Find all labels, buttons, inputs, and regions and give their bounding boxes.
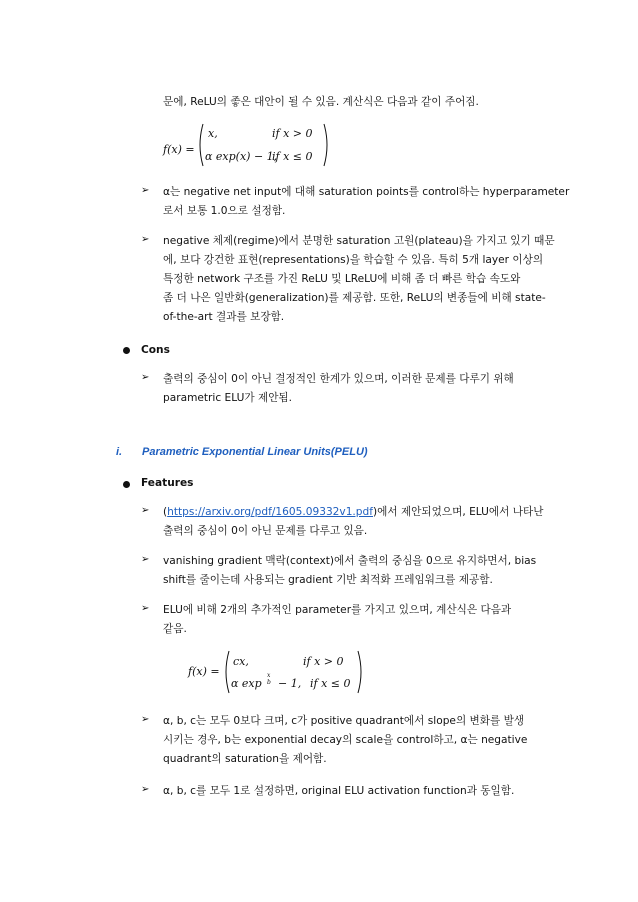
cons-title: Cons <box>141 344 170 356</box>
arrow-bullet-icon: ➢ <box>141 505 150 516</box>
elu-case2-cond: if x ≤ 0 <box>272 150 313 163</box>
round-bullet-icon <box>123 481 130 488</box>
elu-case2-expr: α exp(x) − 1, <box>205 150 278 163</box>
pelu-case2-cond: if x ≤ 0 <box>310 677 351 690</box>
elu-formula-lhs: f(x) = <box>163 143 195 156</box>
pelu-bullet-1-line-1: α, b, c는 모두 0보다 크며, c가 positive quadrant에서 slope의 변화를 발생 <box>163 715 525 727</box>
pelu-exp-num: x <box>267 672 271 679</box>
pelu-case1-expr: cx, <box>233 655 249 668</box>
arxiv-link[interactable]: https://arxiv.org/pdf/1605.09332v1.pdf <box>167 506 373 518</box>
intro-line: 문에, ReLU의 좋은 대안이 될 수 있음. 계산식은 다음과 같이 주어짐. <box>163 96 479 108</box>
elu-bullet-2-line-1: negative 체제(regime)에서 분명한 saturation 고원(plateau)을 가지고 있기 때문 <box>163 235 555 247</box>
pelu-bullet-1-line-2: 시키는 경우, b는 exponential decay의 scale을 control하고, α는 negative <box>163 734 528 746</box>
arrow-bullet-icon: ➢ <box>141 603 150 614</box>
pelu-case2-expr-b: − 1, <box>278 677 302 690</box>
arrow-bullet-icon: ➢ <box>141 372 150 383</box>
elu-bullet-2-line-5: of-the-art 결과를 보장함. <box>163 311 285 323</box>
arrow-bullet-icon: ➢ <box>141 554 150 565</box>
elu-bullet-1-line-2: 로서 보통 1.0으로 설정함. <box>163 205 286 217</box>
elu-case1-expr: x, <box>208 127 218 140</box>
elu-bullet-2-line-2: 에, 보다 강건한 표현(representations)을 학습할 수 있음. 특히 5개 layer 이상의 <box>163 254 544 266</box>
pelu-formula-lhs: f(x) = <box>188 665 220 678</box>
features-bullet-1-rest: )에서 제안되었으며, ELU에서 나타난 <box>372 506 544 518</box>
elu-case1-cond: if x > 0 <box>272 127 313 140</box>
pelu-bullet-1-line-3: quadrant의 saturation을 제어함. <box>163 753 327 765</box>
cons-bullet-line-2: parametric ELU가 제안됨. <box>163 392 293 404</box>
arrow-bullet-icon: ➢ <box>141 185 150 196</box>
pelu-exp-den: b <box>267 679 271 686</box>
cons-bullet-line-1: 출력의 중심이 0이 아닌 결정적인 한계가 있으며, 이러한 문제를 다루기 위해 <box>163 373 514 385</box>
arrow-bullet-icon: ➢ <box>141 234 150 245</box>
round-bullet-icon <box>123 347 130 354</box>
section-number: i. <box>116 446 123 458</box>
arrow-bullet-icon: ➢ <box>141 784 150 795</box>
features-title: Features <box>141 477 194 489</box>
features-bullet-1-line-2: 출력의 중심이 0이 아닌 문제를 다루고 있음. <box>163 525 368 537</box>
features-bullet-3-line-1: ELU에 비해 2개의 추가적인 parameter를 가지고 있으며, 계산식은 다음과 <box>163 604 512 616</box>
pelu-case1-cond: if x > 0 <box>303 655 344 668</box>
features-bullet-1-line-1: (https://arxiv.org/pdf/1605.09332v1.pdf)에서 제안되었으며, ELU에서 나타난 <box>163 506 544 518</box>
pelu-case2-expr-a: α exp <box>231 677 262 690</box>
pelu-bullet-2-line-1: α, b, c를 모두 1로 설정하면, original ELU activation function과 동일함. <box>163 785 515 797</box>
features-bullet-2-line-1: vanishing gradient 맥락(context)에서 출력의 중심을 0으로 유지하면서, bias <box>163 555 537 567</box>
features-bullet-2-line-2: shift를 줄이는데 사용되는 gradient 기반 최적화 프레임워크를 제공함. <box>163 574 493 586</box>
features-bullet-3-line-2: 같음. <box>163 623 187 635</box>
section-title: Parametric Exponential Linear Units(PELU) <box>142 446 368 458</box>
elu-bullet-2-line-3: 특정한 network 구조를 가진 ReLU 및 LReLU에 비해 좀 더 빠른 학습 속도와 <box>163 273 521 285</box>
elu-bullet-2-line-4: 좀 더 나은 일반화(generalization)를 제공함. 또한, ReLU의 변종들에 비해 state- <box>163 292 546 304</box>
arrow-bullet-icon: ➢ <box>141 714 150 725</box>
elu-bullet-1-line-1: α는 negative net input에 대해 saturation points를 control하는 hyperparameter <box>163 186 570 198</box>
